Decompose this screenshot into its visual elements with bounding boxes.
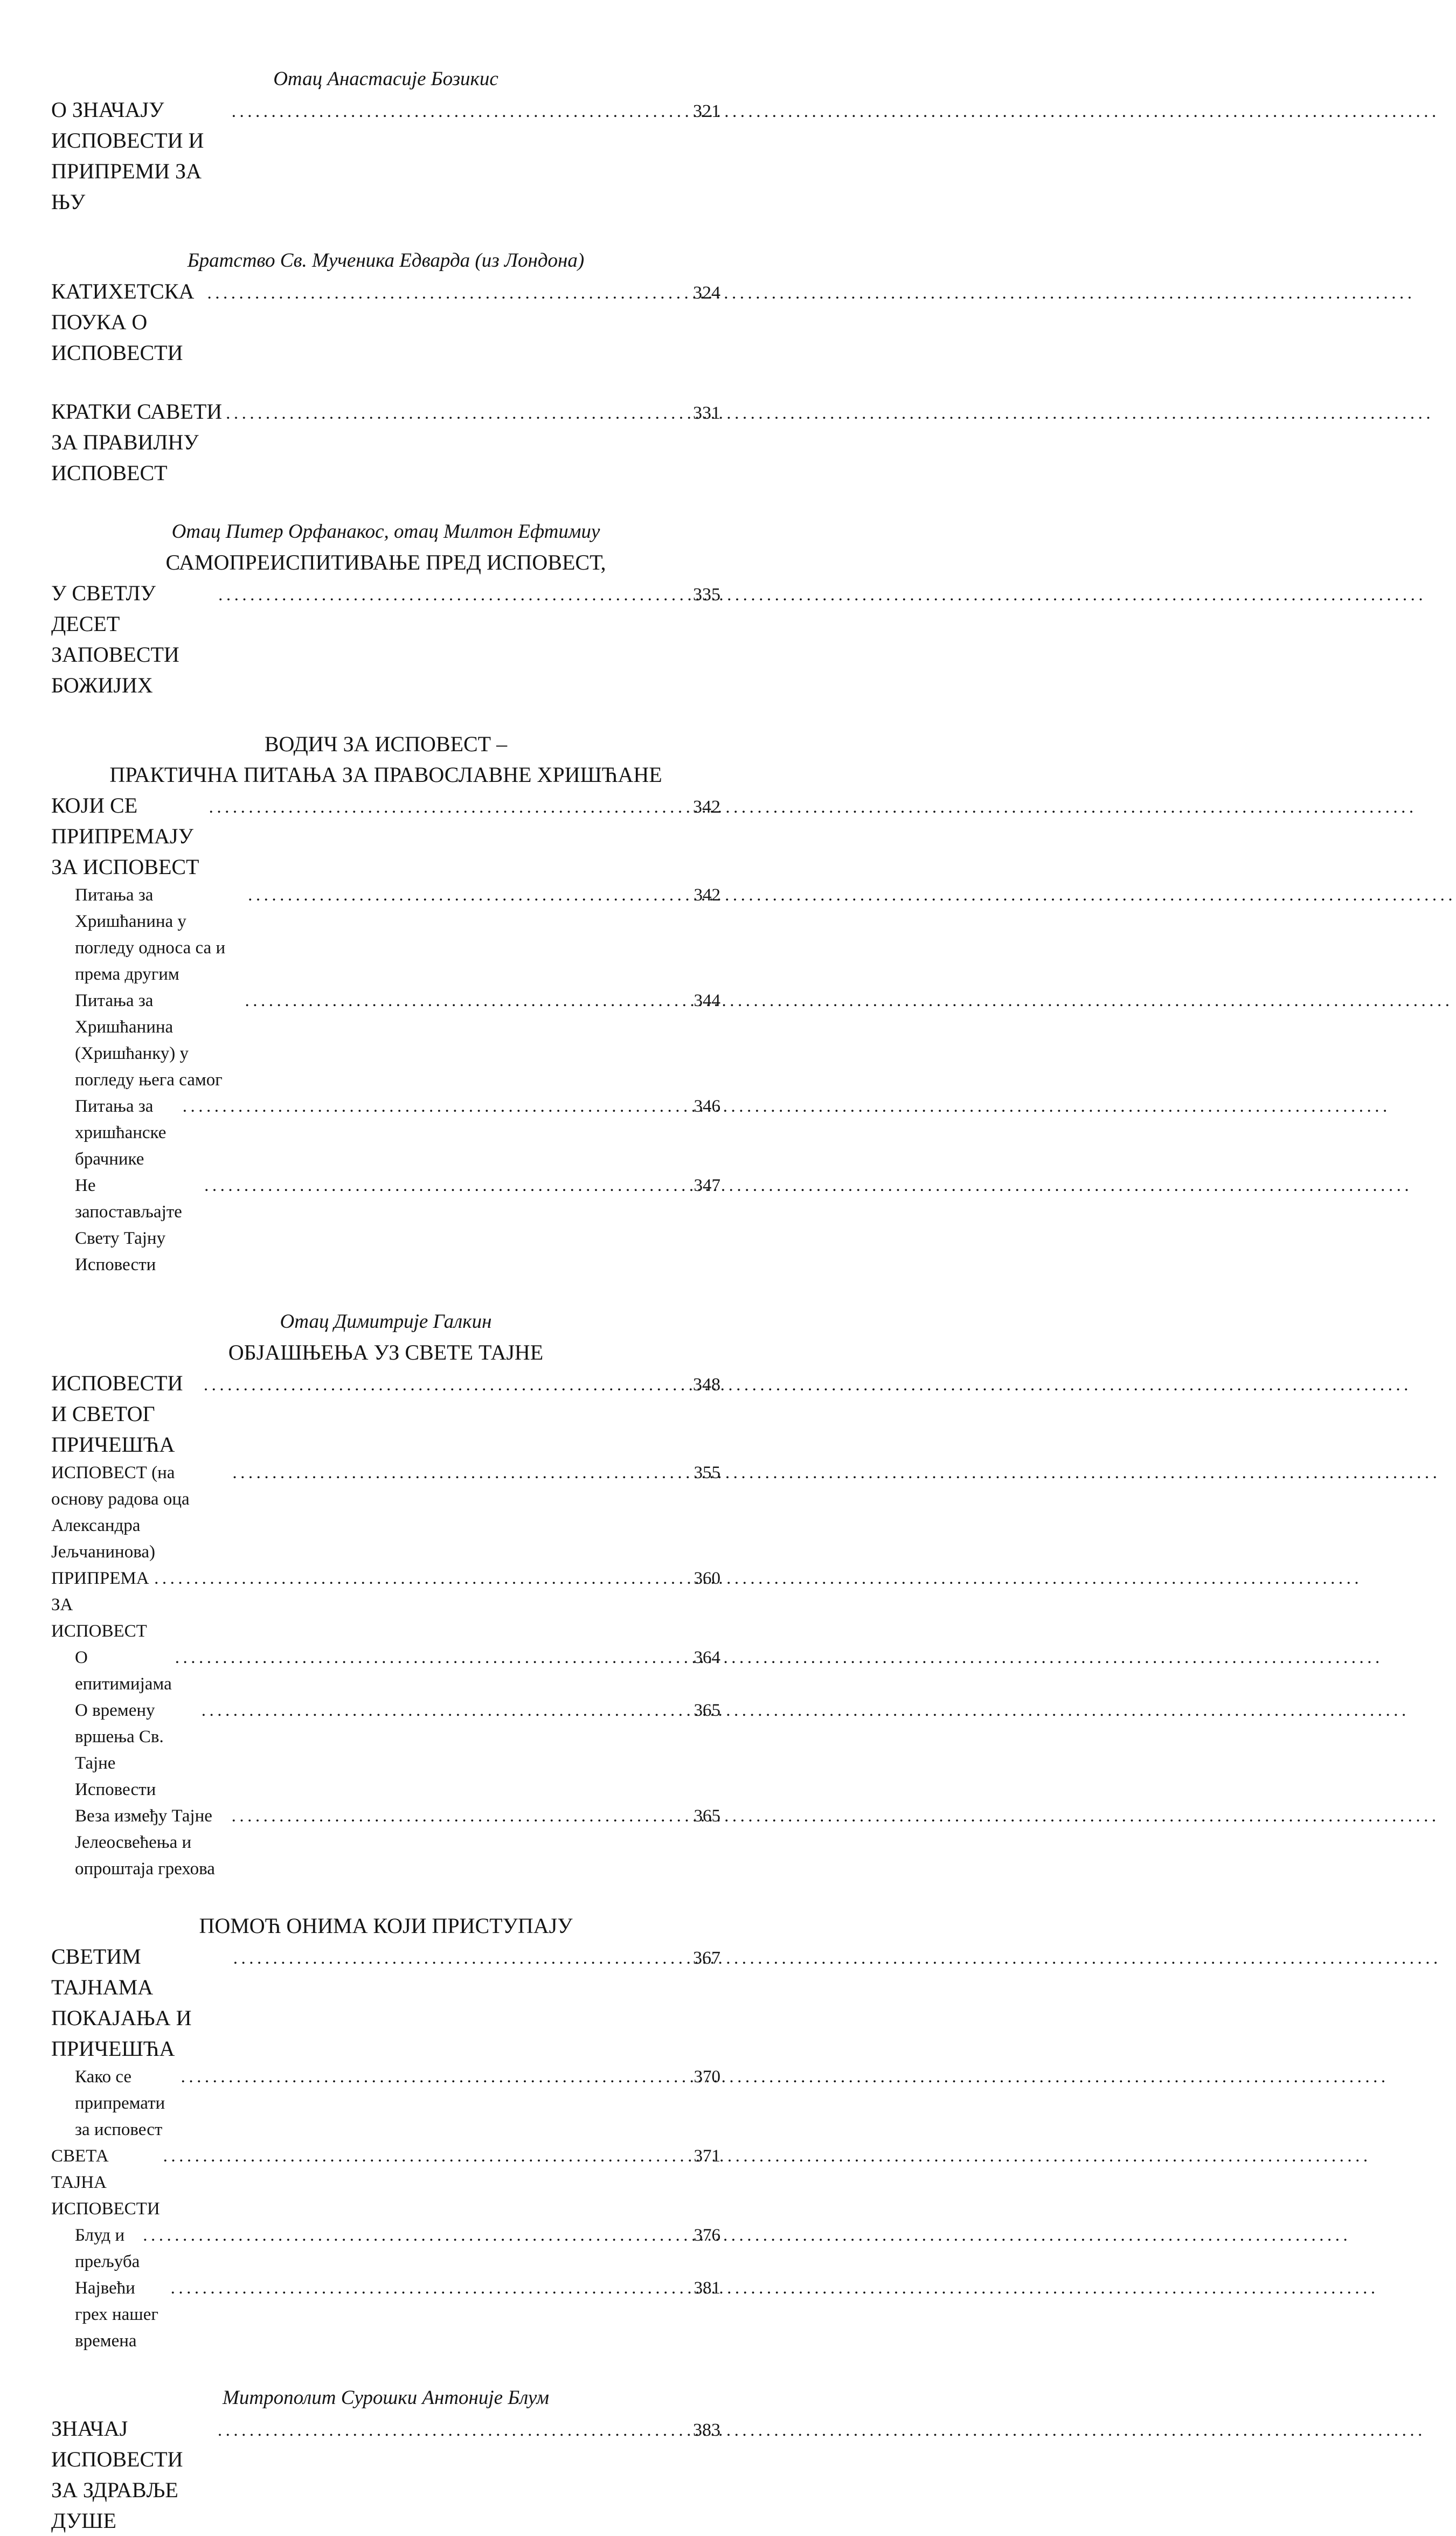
entry-text: Веза између Тајне Јелеосвећења и опроштаја грехова [75,1806,217,1879]
section-author [51,1306,720,1337]
section-title [51,1337,720,1368]
dot-leader [171,2275,692,2302]
dot-leader [218,2415,691,2446]
entry-text: О епитимијама [75,1648,172,1694]
entry-text: ПРИПРЕМА ЗА ИСПОВЕСТ [51,1569,154,1641]
page-number: 342 [693,797,720,817]
toc-entry [51,1093,720,1173]
dot-leader [232,1460,691,1486]
entry-text: Не запостављајте Свету Тајну Исповести [75,1176,187,1274]
page-number: 365 [694,1806,720,1826]
dot-leader [218,580,691,611]
dot-leader [232,96,691,127]
toc-section [51,64,720,217]
page-number: 342 [694,885,720,905]
page-number: 321 [693,101,720,121]
dot-leader [183,1093,692,1120]
entry-text: СВЕТА ТАЈНА ИСПОВЕСТИ [51,2146,160,2219]
toc-section [51,1910,720,2354]
entry-text: О времену вршења Св. Тајне Исповести [75,1701,168,1799]
section-author [51,245,720,276]
page-number: 346 [694,1097,720,1116]
page-number: 348 [693,1375,720,1395]
dot-leader [163,2143,692,2170]
page-number: 355 [694,1463,720,1482]
section-author [51,2382,720,2413]
toc-entry [51,988,720,1093]
entry-text: Питања за Хришћанина (Хришћанку) у погледу њега самог [75,991,223,1090]
title-text: ПРАКТИЧНА ПИТАЊА ЗА ПРАВОСЛАВНЕ ХРИШЋАНЕ [109,763,662,787]
title-text: КАТИХЕТСКА ПОУКА О ИСПОВЕСТИ [51,279,200,365]
section-title [51,547,720,578]
section-title [51,276,720,368]
section-title [51,2413,720,2536]
page-number: 360 [694,1569,720,1588]
page-number: 365 [694,1701,720,1720]
title-text: КОЈИ СЕ ПРИПРЕМАЈУ ЗА ИСПОВЕСТ [51,793,199,879]
section-title [51,94,720,217]
entry-text: Блуд и прељуба [75,2226,140,2271]
page-number: 367 [693,1948,720,1968]
toc-entry [51,1565,720,1645]
entry-text: Највећи грех нашег времена [75,2278,163,2351]
page-number: 376 [694,2226,720,2245]
toc-entry [51,1803,720,1882]
title-text: КРАТКИ САВЕТИ ЗА ПРАВИЛНУ ИСПОВЕСТ [51,399,228,485]
page-number: 381 [694,2278,720,2298]
section-title [51,578,720,701]
toc-section [51,2382,720,2536]
toc-entry [51,1697,720,1803]
title-text: ЗНАЧАЈ ИСПОВЕСТИ ЗА ЗДРАВЉЕ ДУШЕ [51,2416,189,2533]
author-text: Отац Питер Орфанакос, отац Милтон Ефтимиу [171,521,600,543]
title-text: СВЕТИМ ТАЈНАМА ПОКАЈАЊА И ПРИЧЕШЋА [51,1944,197,2061]
title-text: ВОДИЧ ЗА ИСПОВЕСТ – [264,732,508,756]
dot-leader [154,1565,691,1592]
title-text: САМОПРЕИСПИТИВАЊЕ ПРЕД ИСПОВЕСТ, [165,550,606,574]
toc-entry [51,1460,720,1565]
section-title [51,1941,720,2064]
page-number: 324 [693,283,720,303]
author-text: Митрополит Сурошки Антоније Блум [223,2387,549,2409]
dot-leader [245,988,692,1014]
author-text: Отац Димитрије Галкин [280,1311,492,1333]
page-number: 347 [694,1176,720,1195]
entry-text: Питања за Хришћанина у погледу односа са и према другим [75,885,230,984]
section-title [51,1368,720,1460]
section-author [51,64,720,94]
dot-leader [248,882,691,909]
toc-section [51,396,720,488]
dot-leader [204,1173,691,1199]
title-text: ОБЈАШЊЕЊА УЗ СВЕТЕ ТАЈНЕ [228,1340,544,1364]
page-number: 383 [693,2420,720,2440]
dot-leader [233,1943,691,1974]
toc-entry [51,2064,720,2143]
entry-text: Питања за хришћанске брачнике [75,1097,171,1169]
toc-entry [51,2275,720,2354]
toc-section [51,516,720,701]
page-number: 371 [694,2146,720,2166]
title-text: ПОМОЋ ОНИМА КОЈИ ПРИСТУПАЈУ [199,1914,573,1938]
toc-entry [51,882,720,988]
dot-leader [207,278,691,309]
title-text: ИСПОВЕСТИ И СВЕТОГ ПРИЧЕШЋА [51,1371,189,1457]
page-number: 344 [694,991,720,1010]
section-title [51,759,720,790]
dot-leader [232,1803,692,1830]
toc-section [51,245,720,368]
dot-leader [143,2222,691,2249]
toc-entry [51,2143,720,2222]
toc-section [51,729,720,1278]
section-author [51,516,720,547]
entry-text: Како се припремати за исповест [75,2067,170,2139]
section-title [51,396,720,488]
toc-entry [51,2222,720,2275]
toc-section [51,1306,720,1882]
title-text: У СВЕТЛУ ДЕСЕТ ЗАПОВЕСТИ БОЖИЈИХ [51,581,185,697]
title-text: О ЗНАЧАЈУ ИСПОВЕСТИ И ПРИПРЕМИ ЗА ЊУ [51,98,210,214]
page-number: 364 [694,1648,720,1667]
toc-entry [51,1645,720,1697]
section-title [51,1910,720,1941]
dot-leader [181,2064,692,2090]
dot-leader [204,1370,691,1401]
page-number: 331 [693,403,720,423]
dot-leader [175,1645,692,1671]
author-text: Отац Анастасије Бозикис [273,68,498,90]
toc-entry [51,1173,720,1278]
section-title [51,790,720,882]
dot-leader [226,398,691,429]
page-number: 370 [694,2067,720,2087]
dot-leader [209,792,691,823]
dot-leader [202,1697,692,1724]
entry-text: ИСПОВЕСТ (на основу радова оца Александра Јељчанинова) [51,1463,194,1562]
section-title [51,729,720,759]
page-number: 335 [693,585,720,605]
author-text: Братство Св. Мученика Едварда (из Лондона) [187,250,585,272]
